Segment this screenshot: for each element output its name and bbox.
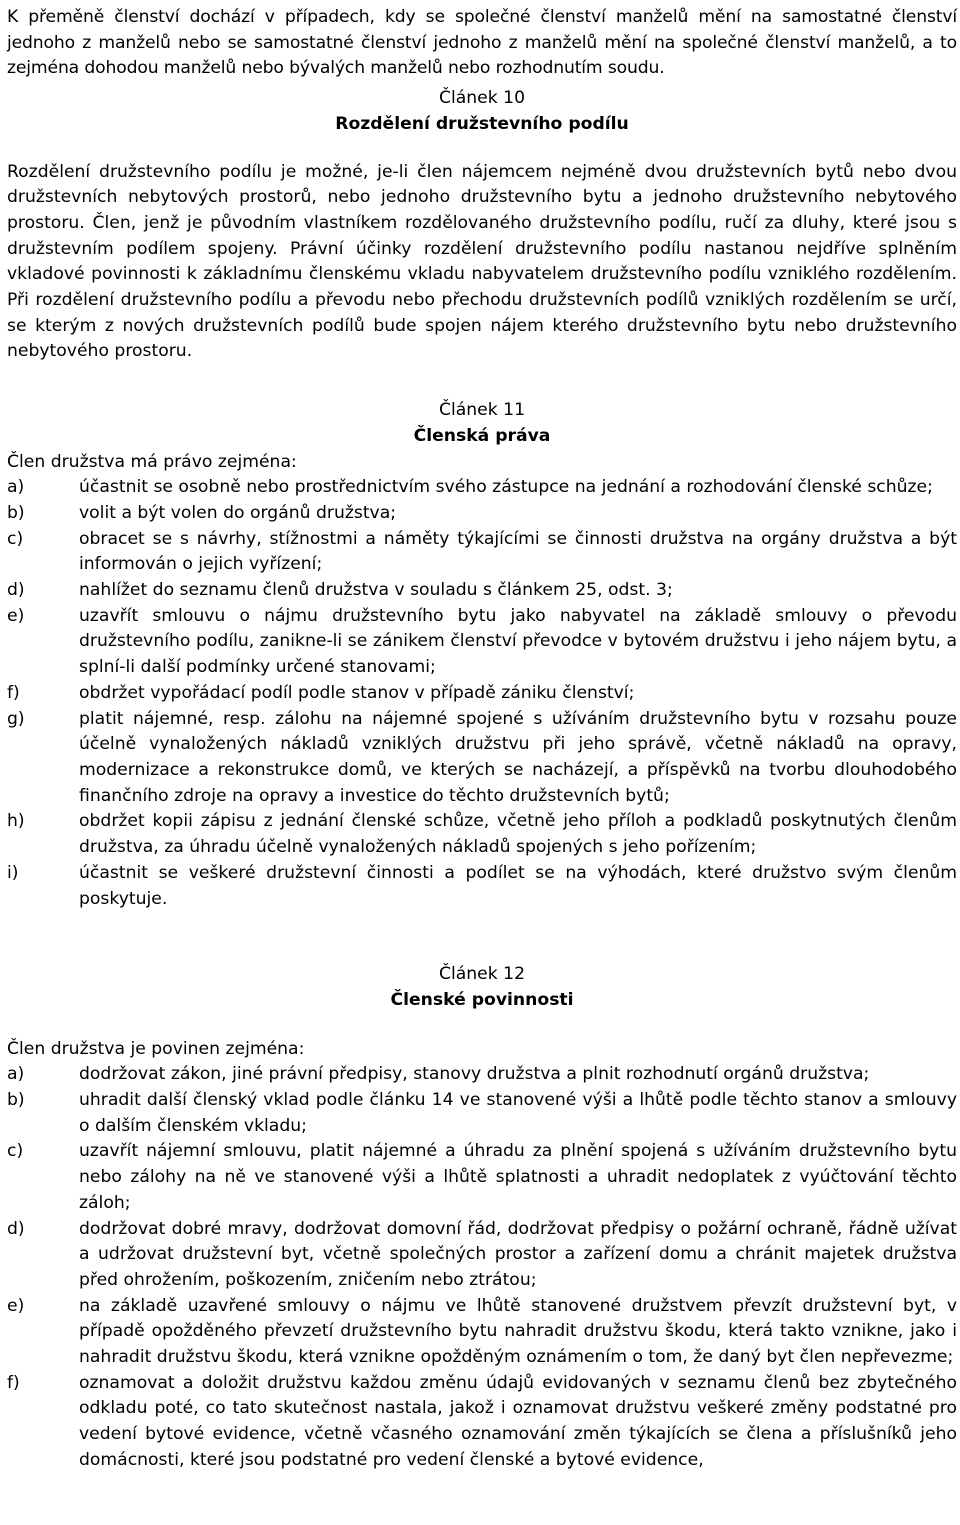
list-item-label: d) [7, 580, 25, 601]
article-10-body: Rozdělení družstevního podílu je možné, je-li člen nájemcem nejméně dvou družstevních bytů nebo dvou družstevních nebytových prostorů, nebo jednoho družstevního bytu a jednoho družstevního nebytového prostoru. Člen, jenž je původním vlastníkem rozdělovaného družstevního podílu, ručí za dluhy, které jsou s družstevním podílem spojeny. Právní účinky rozdělení družstevního podílu nastanou nejdříve splněním vkladové povinnosti k základnímu členskému vkladu nabyvatelem družstevního podílu vzniklého rozdělením. Při rozdělení družstevního podílu a převodu nebo přechodu družstevních podílů vzniklých rozdělením se určí, se kterým z nových družstevních podílů bude spojen nájem kterého družstevního bytu nebo družstevního nebytového prostoru. [7, 161, 957, 362]
list-item-text: oznamovat a doložit družstvu každou změnu údajů evidovaných v seznamu členů bez zbytečného odkladu poté, co tato skutečnost nastala, jakož i oznamovat družstvu veškeré změny podstatné pro vedení bytové evidence, včetně včasného oznamování změn týkajících se člena a příslušníků jeho domácnosti, které jsou podstatné pro vedení členské a bytové evidence, [79, 1372, 957, 1470]
list-item [7, 1088, 957, 1139]
list-item [7, 681, 957, 707]
list-item-label: a) [7, 477, 25, 498]
list-item-text: dodržovat dobré mravy, dodržovat domovní řád, dodržovat předpisy o požární ochraně, řádně užívat a udržovat družstevní byt, včetně společných prostor a zařízení domu a chránit majetek družstva před ohrožením, poškozením, zničením nebo ztrátou; [79, 1218, 957, 1290]
list-item-text: uzavřít smlouvu o nájmu družstevního bytu jako nabyvatel na základě smlouvy o převodu družstevního podílu, zanikne-li se zánikem členství převodce v bytovém družstvu i jeho nájem bytu, a splní-li další podmínky určené stanovami; [79, 605, 957, 678]
list-item-label: g) [7, 708, 25, 729]
list-item-text: nahlížet do seznamu členů družstva v souladu s článkem 25, odst. 3; [79, 580, 673, 601]
list-item-label: d) [7, 1218, 25, 1239]
list-item [7, 1062, 957, 1088]
list-item-text: dodržovat zákon, jiné právní předpisy, stanovy družstva a plnit rozhodnutí orgánů družstva; [79, 1064, 870, 1085]
list-item-text: platit nájemné, resp. zálohu na nájemné spojené s užíváním družstevního bytu v rozsahu pouze účelně vynaložených nákladů vzniklých družstvu při jeho správě, včetně nákladů na opravy, modernizace a rekonstrukce domů, ve kterých se nacházejí, a příspěvků na tvorbu dlouhodobého finančního zdroje na opravy a investice do těchto družstevních bytů; [79, 708, 957, 806]
list-item [7, 861, 957, 912]
list-item [7, 809, 957, 860]
article-11-rights-list [7, 475, 957, 912]
article-12-lead: Člen družstva je povinen zejména: [7, 1038, 305, 1059]
list-item-text: na základě uzavřené smlouvy o nájmu ve lhůtě stanovené družstvem převzít družstevní byt, v případě opožděného převzetí družstevního bytu nahradit družstvu škodu, která takto vznikne, jako i nahradit družstvu škodu, která vznikne opožděným oznámením o tom, že daný byt člen nepřevezme; [79, 1295, 957, 1368]
list-item-label: b) [7, 1090, 25, 1111]
list-item-label: b) [7, 502, 25, 523]
document-page [7, 5, 957, 1474]
list-item [7, 1294, 957, 1371]
list-item-label: h) [7, 811, 25, 832]
list-item-label: c) [7, 1141, 24, 1162]
article-11-number: Článek 11 [438, 400, 526, 421]
list-item-label: a) [7, 1064, 25, 1085]
list-item-text: obdržet vypořádací podíl podle stanov v případě zániku členství; [79, 682, 635, 703]
list-item [7, 604, 957, 681]
list-item-label: e) [7, 1295, 25, 1316]
list-item [7, 707, 957, 810]
list-item-text: obracet se s návrhy, stížnostmi a náměty týkajícími se činnosti družstva na orgány družstva a být informován o jejich vyřízení; [79, 528, 957, 575]
list-item [7, 1371, 957, 1474]
list-item-label: i) [7, 862, 19, 883]
list-item-text: účastnit se veškeré družstevní činnosti a podílet se na výhodách, které družstvo svým členům poskytuje. [79, 862, 957, 909]
list-item-text: uhradit další členský vklad podle článku 14 ve stanovené výši a lhůtě podle těchto stanov a smlouvy o dalším členském vkladu; [79, 1090, 957, 1136]
list-item-label: f) [7, 1372, 20, 1393]
list-item-text: uzavřít nájemní smlouvu, platit nájemné a úhradu za plnění spojená s užíváním družstevního bytu nebo zálohy na ně ve stanovené výši a lhůtě splatnosti a uhradit nedoplatek z vyúčtování těchto záloh; [79, 1141, 957, 1213]
article-12-number: Článek 12 [438, 964, 526, 985]
list-item-label: c) [7, 528, 24, 549]
list-item-text: účastnit se osobně nebo prostřednictvím svého zástupce na jednání a rozhodování členské schůze; [79, 477, 933, 498]
list-item-label: f) [7, 682, 20, 703]
list-item [7, 1139, 957, 1216]
list-item-text: volit a být volen do orgánů družstva; [79, 502, 397, 523]
article-12-title: Členské povinnosti [390, 989, 574, 1010]
list-item [7, 527, 957, 578]
list-item-text: obdržet kopii zápisu z jednání členské schůze, včetně jeho příloh a podkladů poskytnutých členům družstva, za úhradu účelně vynaložených nákladů spojených s jeho pořízením; [79, 811, 957, 858]
list-item [7, 501, 957, 527]
list-item [7, 475, 957, 501]
intro-paragraph: K přeměně členství dochází v případech, kdy se společné členství manželů mění na samostatné členství jednoho z manželů nebo se samostatné členství jednoho z manželů mění na společné členství manželů, a to zejména dohodou manželů nebo bývalých manželů nebo rozhodnutím soudu. [7, 7, 957, 79]
list-item-label: e) [7, 605, 25, 626]
article-10-title: Rozdělení družstevního podílu [335, 113, 629, 134]
article-12-duties-list [7, 1062, 957, 1473]
list-item [7, 578, 957, 604]
article-11-title: Členská práva [413, 425, 551, 446]
article-10-number: Článek 10 [438, 88, 526, 109]
article-11-lead: Člen družstva má právo zejména: [7, 451, 297, 472]
list-item [7, 1217, 957, 1294]
